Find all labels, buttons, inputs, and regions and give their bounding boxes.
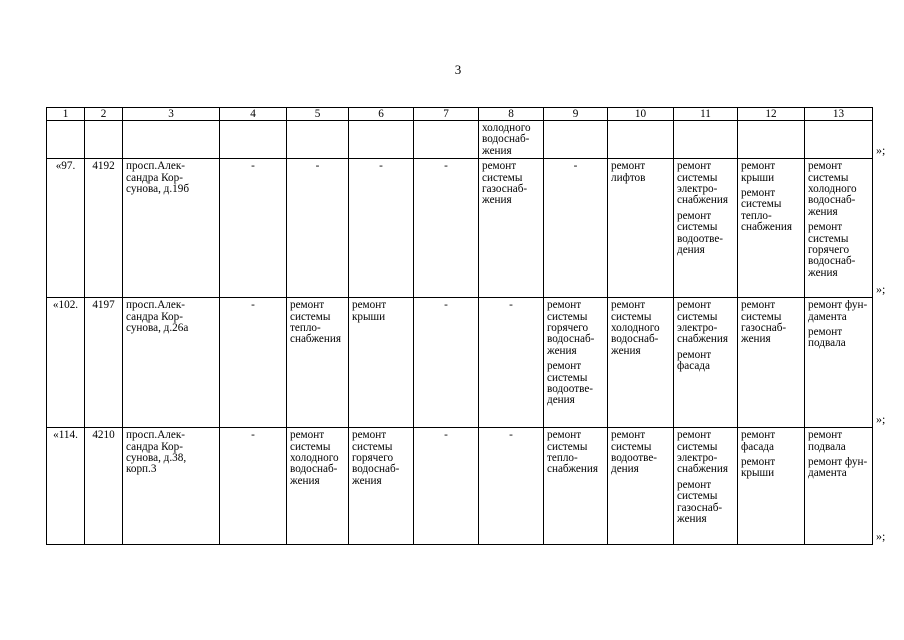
work-item: ремонт подвала [808, 429, 846, 453]
table-cell [47, 121, 85, 159]
table-row [47, 298, 873, 428]
column-number: 13 [805, 108, 873, 121]
work-cell-c12 [738, 428, 805, 545]
work-cell-c6: - [349, 159, 414, 298]
work-item: ремонт системы газоснаб- жения [677, 478, 723, 526]
table-cell [220, 121, 287, 159]
repair-works-table [46, 107, 873, 545]
work-item: ремонт системы тепло- снабжения [741, 187, 792, 234]
row-number-cell: «102. [47, 298, 85, 428]
work-item: ремонт системы газоснаб- жения [482, 160, 528, 207]
work-cell-c9 [544, 428, 608, 545]
row-number-cell: «97. [47, 159, 85, 298]
work-item: ремонт системы тепло- снабжения [547, 429, 598, 476]
work-item: ремонт системы горячего водоснаб- жения [808, 221, 856, 279]
table-cell [123, 121, 220, 159]
work-item: ремонт системы холодного водоснаб- жения [290, 429, 339, 487]
table-cell [674, 121, 738, 159]
work-cell-c9 [544, 298, 608, 428]
work-cell-c4: - [220, 159, 287, 298]
work-cell-c6 [349, 298, 414, 428]
work-item: ремонт системы тепло- снабжения [290, 299, 341, 346]
row-closing-quote: »; [876, 282, 886, 296]
work-item: ремонт подвала [808, 326, 846, 350]
work-cell-c4: - [220, 428, 287, 545]
row-number-cell: «114. [47, 428, 85, 545]
work-cell-c8: - [479, 298, 544, 428]
work-cell-c8: - [479, 428, 544, 545]
work-item: ремонт системы водоотве- дения [547, 360, 594, 407]
work-cell-c12 [738, 298, 805, 428]
work-cell-c5: - [287, 159, 349, 298]
house-code-cell: 4197 [85, 298, 123, 428]
work-item: ремонт системы водоотве- дения [677, 209, 724, 257]
work-item: ремонт крыши [741, 456, 776, 480]
work-item: ремонт лифтов [611, 160, 646, 184]
continuation-row [47, 121, 873, 159]
work-item: ремонт системы водоотве- дения [611, 429, 658, 476]
work-item: ремонт фасада [677, 348, 712, 373]
table-cell: холодного водоснаб- жения [479, 121, 544, 159]
work-cell-c10 [608, 159, 674, 298]
column-number: 8 [479, 108, 544, 121]
work-cell-c7: - [414, 298, 479, 428]
work-item: ремонт системы горячего водоснаб- жения [352, 429, 400, 487]
table-cell [85, 121, 123, 159]
work-cell-c5 [287, 428, 349, 545]
column-number-row [47, 108, 873, 121]
work-cell-c13 [805, 298, 873, 428]
table-cell [414, 121, 479, 159]
table-row [47, 159, 873, 298]
address-cell: просп.Алек- сандра Кор- сунова, д.19б [123, 159, 220, 298]
work-cell-c12 [738, 159, 805, 298]
work-cell-c7: - [414, 159, 479, 298]
row-closing-quote: »; [876, 412, 886, 426]
table-cell [544, 121, 608, 159]
work-item: ремонт фасада [741, 429, 776, 453]
work-cell-c10 [608, 298, 674, 428]
work-item: ремонт системы горячего водоснаб- жения [547, 299, 595, 357]
work-cell-c11 [674, 298, 738, 428]
column-number: 11 [674, 108, 738, 121]
work-cell-c10 [608, 428, 674, 545]
work-cell-c5 [287, 298, 349, 428]
column-number: 3 [123, 108, 220, 121]
house-code-cell: 4192 [85, 159, 123, 298]
column-number: 2 [85, 108, 123, 121]
work-cell-c11 [674, 428, 738, 545]
work-item: ремонт системы газоснаб- жения [741, 299, 787, 346]
work-cell-c4: - [220, 298, 287, 428]
work-item: ремонт системы электро- снабжения [677, 429, 728, 476]
work-cell-c13 [805, 428, 873, 545]
work-item: ремонт фун- дамента [808, 299, 868, 323]
work-cell-c9: - [544, 159, 608, 298]
work-cell-c8 [479, 159, 544, 298]
work-item: ремонт системы холодного водоснаб- жения [611, 299, 660, 357]
work-cell-c11 [674, 159, 738, 298]
column-number: 12 [738, 108, 805, 121]
work-cell-c6 [349, 428, 414, 545]
column-number: 5 [287, 108, 349, 121]
table-cell [738, 121, 805, 159]
work-item: ремонт фун- дамента [808, 456, 868, 480]
house-code-cell: 4210 [85, 428, 123, 545]
address-cell: просп.Алек- сандра Кор- сунова, д.26а [123, 298, 220, 428]
row-closing-quote: »; [876, 143, 886, 157]
table-cell [608, 121, 674, 159]
column-number: 7 [414, 108, 479, 121]
column-number: 9 [544, 108, 608, 121]
work-item: ремонт крыши [741, 160, 776, 184]
work-item: ремонт системы холодного водоснаб- жения [808, 160, 857, 218]
work-item: ремонт системы электро- снабжения [677, 160, 728, 207]
table-cell [805, 121, 873, 159]
table-cell [349, 121, 414, 159]
table-row [47, 428, 873, 545]
work-item: ремонт крыши [352, 299, 387, 323]
row-closing-quote: »; [876, 529, 886, 543]
address-cell: просп.Алек- сандра Кор- сунова, д.38, корп.3 [123, 428, 220, 545]
column-number: 10 [608, 108, 674, 121]
column-number: 4 [220, 108, 287, 121]
table-cell [287, 121, 349, 159]
work-cell-c7: - [414, 428, 479, 545]
column-number: 6 [349, 108, 414, 121]
work-cell-c13 [805, 159, 873, 298]
page-number: 3 [454, 62, 462, 77]
column-number: 1 [47, 108, 85, 121]
work-item: ремонт системы электро- снабжения [677, 299, 728, 346]
